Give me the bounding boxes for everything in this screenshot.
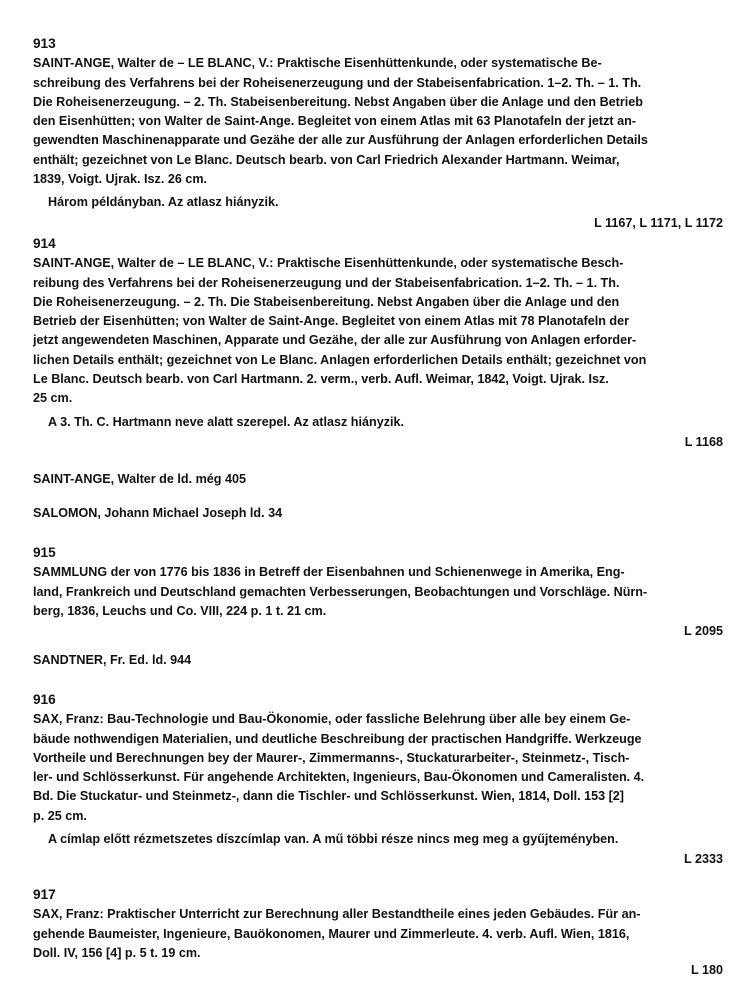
entry-text-line: SAINT-ANGE, Walter de – LE BLANC, V.: Praktische Eisenhüttenkunde, oder systematische Besch-: [33, 256, 624, 271]
call-number: L 2095: [684, 624, 723, 639]
entry-text-line: 25 cm.: [33, 391, 73, 406]
entry-text-line: berg, 1836, Leuchs und Co. VIII, 224 p. 1 t. 21 cm.: [33, 603, 327, 618]
entry-text-line: Vortheile und Berechnungen bey der Maurer-, Zimmermanns-, Stuckaturarbeiter-, Steinmetz-, Tisch-: [33, 750, 630, 765]
call-number: L 180: [691, 963, 723, 978]
entry-number: 913: [33, 36, 56, 51]
entry-text-line: lichen Details enthält; gezeichnet von Le Blanc. Anlagen erforderlichen Details enthält; gezeichnet von: [33, 352, 647, 367]
entry-text-line: den Eisenhütten; von Walter de Saint-Ange. Begleitet von einem Atlas mit 63 Planotafeln der jetzt an-: [33, 114, 636, 129]
entry-text-line: SAMMLUNG der von 1776 bis 1836 in Betreff der Eisenbahnen und Schienenwege in Amerika, Eng-: [33, 565, 625, 580]
entry-text-line: 1839, Voigt. Ujrak. Isz. 26 cm.: [33, 172, 208, 187]
entry-text-line: gehende Baumeister, Ingenieure, Bauökonomen, Maurer und Zimmerleute. 4. verb. Aufl. Wien, 1816,: [33, 926, 630, 941]
catalog-entry-917: [33, 885, 723, 980]
entry-text-line: gewendten Maschinenapparate und Gezähe der alle zur Ausführung der Anlagen erforderlichen Details: [33, 133, 648, 148]
entry-number: 916: [33, 692, 56, 707]
entry-text-line: Betrieb der Eisenhütten; von Walter de Saint-Ange. Begleitet von einem Atlas mit 78 Planotafeln der: [33, 314, 629, 329]
catalog-entry-915: [33, 543, 723, 641]
entry-text-line: reibung des Verfahrens bei der Roheisenerzeugung und der Stabeisenfabrication. 1–2. Th. – 1. Th.: [33, 275, 620, 290]
entry-note: A címlap előtt rézmetszetes díszcímlap van. A mű többi része nincs meg meg a gyűjteményben.: [48, 832, 619, 847]
entry-number: 915: [33, 545, 56, 560]
entry-text-line: jetzt angewendeten Maschinen, Apparate und Gezähe, der alle zur Ausführung von Anlagen erforder-: [33, 333, 637, 348]
cross-reference: SALOMON, Johann Michael Joseph ld. 34: [33, 506, 283, 520]
entry-text-line: Bd. Die Stuckatur- und Steinmetz-, dann die Tischler- und Schlösserkunst. Wien, 1814, Doll. 153 [2]: [33, 789, 624, 804]
call-number: L 1168: [684, 434, 723, 449]
entry-text-line: SAX, Franz: Praktischer Unterricht zur Berechnung aller Bestandtheile eines jeden Gebäudes. Für an-: [33, 907, 641, 922]
call-number: L 1167, L 1171, L 1172: [594, 215, 723, 230]
entry-text-line: Die Roheisenerzeugung. – 2. Th. Die Stabeisenbereitung. Nebst Angaben über die Anlage und den: [33, 294, 620, 309]
entry-text-line: Doll. IV, 156 [4] p. 5 t. 19 cm.: [33, 945, 201, 960]
entry-text-line: enthält; gezeichnet von Le Blanc. Deutsch bearb. von Carl Friedrich Alexander Hartmann. Weimar,: [33, 152, 620, 167]
call-number: L 2333: [684, 852, 723, 867]
catalog-entry-914: [33, 234, 723, 452]
cross-reference: SAINT-ANGE, Walter de ld. még 405: [33, 472, 246, 486]
entry-text-line: Die Roheisenerzeugung. – 2. Th. Stabeisenbereitung. Nebst Angaben über die Anlage und den Betrieb: [33, 94, 643, 109]
cross-reference: SANDTNER, Fr. Ed. ld. 944: [33, 653, 192, 667]
entry-text-line: SAINT-ANGE, Walter de – LE BLANC, V.: Praktische Eisenhüttenkunde, oder systematische Be-: [33, 56, 602, 71]
entry-text-line: Le Blanc. Deutsch bearb. von Carl Hartmann. 2. verm., verb. Aufl. Weimar, 1842, Voigt. Ujrak. Isz.: [33, 372, 609, 387]
entry-text-line: bäude nothwendigen Materialien, und deutliche Beschreibung der practischen Handgriffe. Werkzeuge: [33, 731, 642, 746]
entry-note: Három példányban. Az atlasz hiányzik.: [48, 195, 279, 210]
entry-text-line: land, Frankreich und Deutschland gemachten Verbesserungen, Beobachtungen und Vorschläge. Nürn-: [33, 584, 648, 599]
entry-number: 917: [33, 887, 56, 902]
catalog-entry-913: [33, 34, 723, 233]
entry-number: 914: [33, 236, 56, 251]
entry-text-line: p. 25 cm.: [33, 808, 87, 823]
entry-text-line: schreibung des Verfahrens bei der Roheisenerzeugung und der Stabeisenfabrication. 1–2. Th. – 1. Th.: [33, 75, 642, 90]
entry-text-line: SAX, Franz: Bau-Technologie und Bau-Ökonomie, oder fassliche Belehrung über alle bey einem Ge-: [33, 712, 631, 727]
entry-text-line: ler- und Schlösserkunst. Für angehende Architekten, Ingenieurs, Bau-Ökonomen und Cameralisten. 4.: [33, 770, 645, 785]
entry-note: A 3. Th. C. Hartmann neve alatt szerepel. Az atlasz hiányzik.: [48, 414, 405, 429]
catalog-entry-916: [33, 690, 723, 870]
